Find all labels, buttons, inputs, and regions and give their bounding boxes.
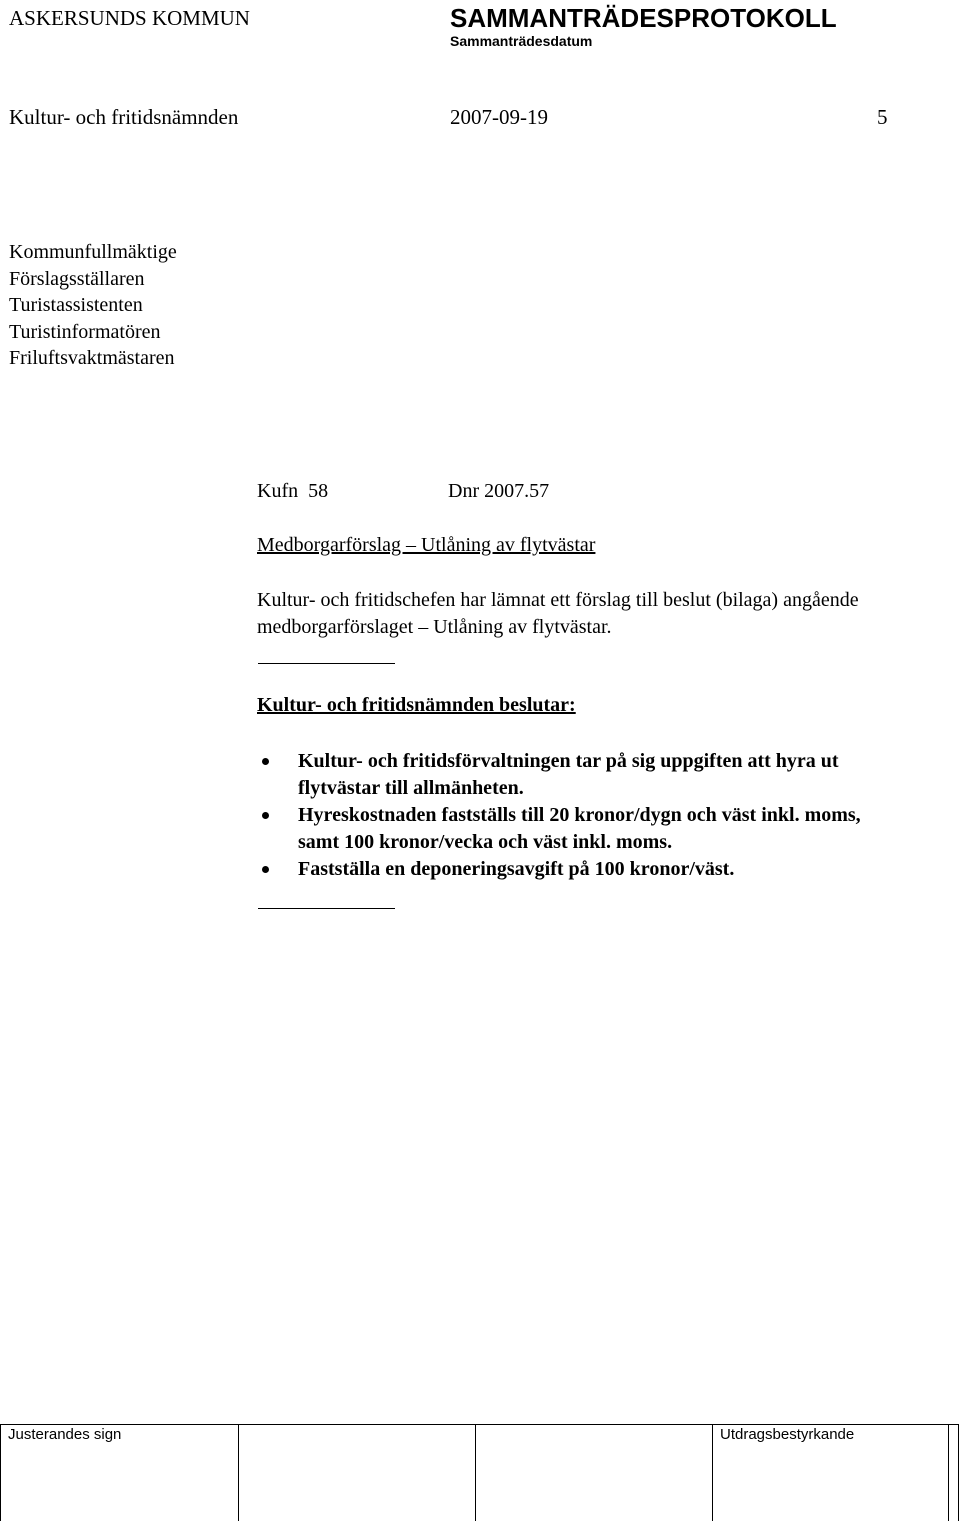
recipient: Kommunfullmäktige xyxy=(9,241,177,263)
section-divider xyxy=(258,663,395,664)
signature-cell xyxy=(948,1425,959,1521)
recipient: Friluftsvaktmästaren xyxy=(9,347,175,369)
item-subject: Medborgarförslag – Utlåning av flytvästar xyxy=(257,534,596,556)
page-number: 5 xyxy=(877,105,888,129)
justerandes-sign-label: Justerandes sign xyxy=(8,1426,122,1443)
decision-line: Kultur- och fritidsförvaltningen tar på sig uppgiften att hyra ut xyxy=(298,750,839,772)
recipient: Förslagsställaren xyxy=(9,267,145,290)
item-body xyxy=(257,587,859,641)
recipient-list xyxy=(9,239,177,372)
decision-line: Fastställa en deponeringsavgift på 100 kronor/väst. xyxy=(298,858,735,880)
decision-line: flytvästar till allmänheten. xyxy=(298,777,524,799)
decision-item xyxy=(257,802,861,856)
decision-heading: Kultur- och fritidsnämnden beslutar: xyxy=(257,694,576,716)
recipient: Turistinformatören xyxy=(9,320,161,343)
recipient: Turistassistenten xyxy=(9,294,143,316)
organization-name: ASKERSUNDS KOMMUN xyxy=(9,6,250,30)
bullet-icon xyxy=(262,812,269,819)
bullet-icon xyxy=(262,866,269,873)
decision-item xyxy=(257,748,861,802)
section-divider xyxy=(258,908,395,909)
body-line: medborgarförslaget – Utlåning av flytvästar. xyxy=(257,616,612,638)
signature-cell xyxy=(475,1425,713,1521)
decision-line: Hyreskostnaden fastställs till 20 kronor/dygn och väst inkl. moms, xyxy=(298,804,861,826)
diary-number: Dnr 2007.57 xyxy=(448,480,550,502)
document-title: SAMMANTRÄDESPROTOKOLL xyxy=(450,3,837,33)
signature-cell xyxy=(712,1425,950,1521)
committee-name: Kultur- och fritidsnämnden xyxy=(9,105,239,129)
utdragsbestyrkande-label: Utdragsbestyrkande xyxy=(720,1426,855,1443)
signature-cell xyxy=(238,1425,476,1521)
bullet-icon xyxy=(262,758,269,765)
decision-item xyxy=(257,856,861,883)
meeting-date-label: Sammanträdesdatum xyxy=(450,33,593,49)
body-line: Kultur- och fritidschefen har lämnat ett förslag till beslut (bilaga) angående xyxy=(257,589,859,611)
signature-cell xyxy=(0,1425,240,1521)
paragraph-reference: Kufn 58 xyxy=(257,480,329,502)
decision-list xyxy=(257,748,861,883)
decision-line: samt 100 kronor/vecka och väst inkl. moms. xyxy=(298,831,673,853)
signature-table xyxy=(0,1424,959,1520)
meeting-date: 2007-09-19 xyxy=(450,105,548,129)
